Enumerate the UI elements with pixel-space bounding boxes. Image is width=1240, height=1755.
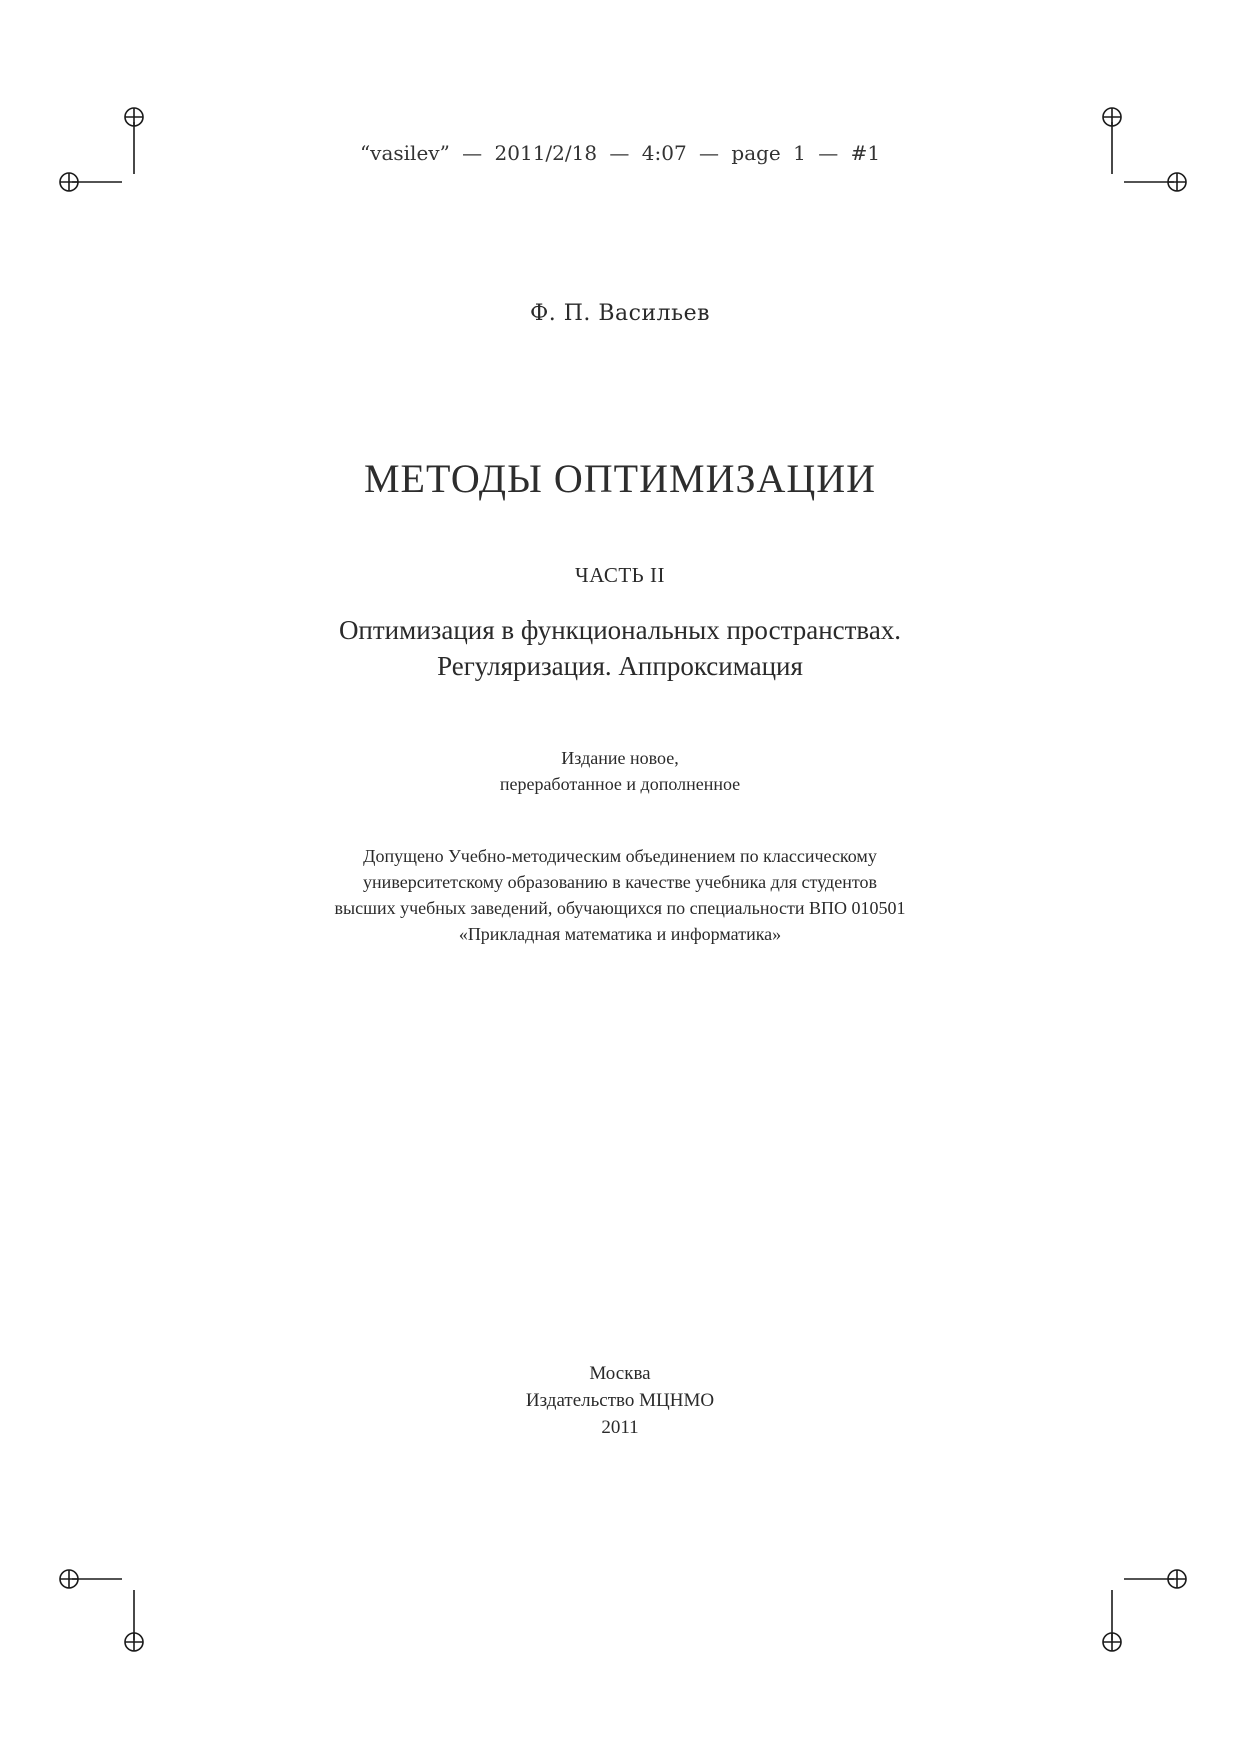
crop-mark-bottom-right-icon — [1103, 1570, 1186, 1651]
author-name: Ф. П. Васильев — [529, 301, 711, 326]
subtitle-line: Регуляризация. Аппроксимация — [437, 651, 803, 681]
imprint — [0, 1360, 1240, 1441]
approval-line: университетскому образованию в качестве учебника для студентов — [363, 872, 877, 892]
running-header: “vasilev” — 2011/2/18 — 4:07 — page 1 — #1 — [359, 141, 881, 165]
imprint-publisher: Издательство МЦНМО — [525, 1390, 715, 1411]
crop-mark-bottom-left-icon — [60, 1570, 143, 1651]
book-title: МЕТОДЫ ОПТИМИЗАЦИИ — [363, 456, 877, 501]
imprint-year: 2011 — [601, 1417, 639, 1438]
edition-note — [0, 745, 1240, 797]
approval-line: высших учебных заведений, обучающихся по специальности ВПО 010501 — [334, 898, 906, 918]
part-label: ЧАСТЬ II — [575, 563, 665, 587]
edition-line: Издание новое, — [561, 748, 679, 768]
imprint-city: Москва — [589, 1363, 651, 1384]
approval-statement — [0, 843, 1240, 947]
edition-line: переработанное и дополненное — [499, 774, 741, 794]
approval-line: «Прикладная математика и информатика» — [458, 924, 782, 944]
approval-line: Допущено Учебно-методическим объединением по классическому — [363, 846, 877, 866]
subtitle-line: Оптимизация в функциональных пространствах. — [338, 615, 902, 645]
subtitle — [0, 612, 1240, 684]
